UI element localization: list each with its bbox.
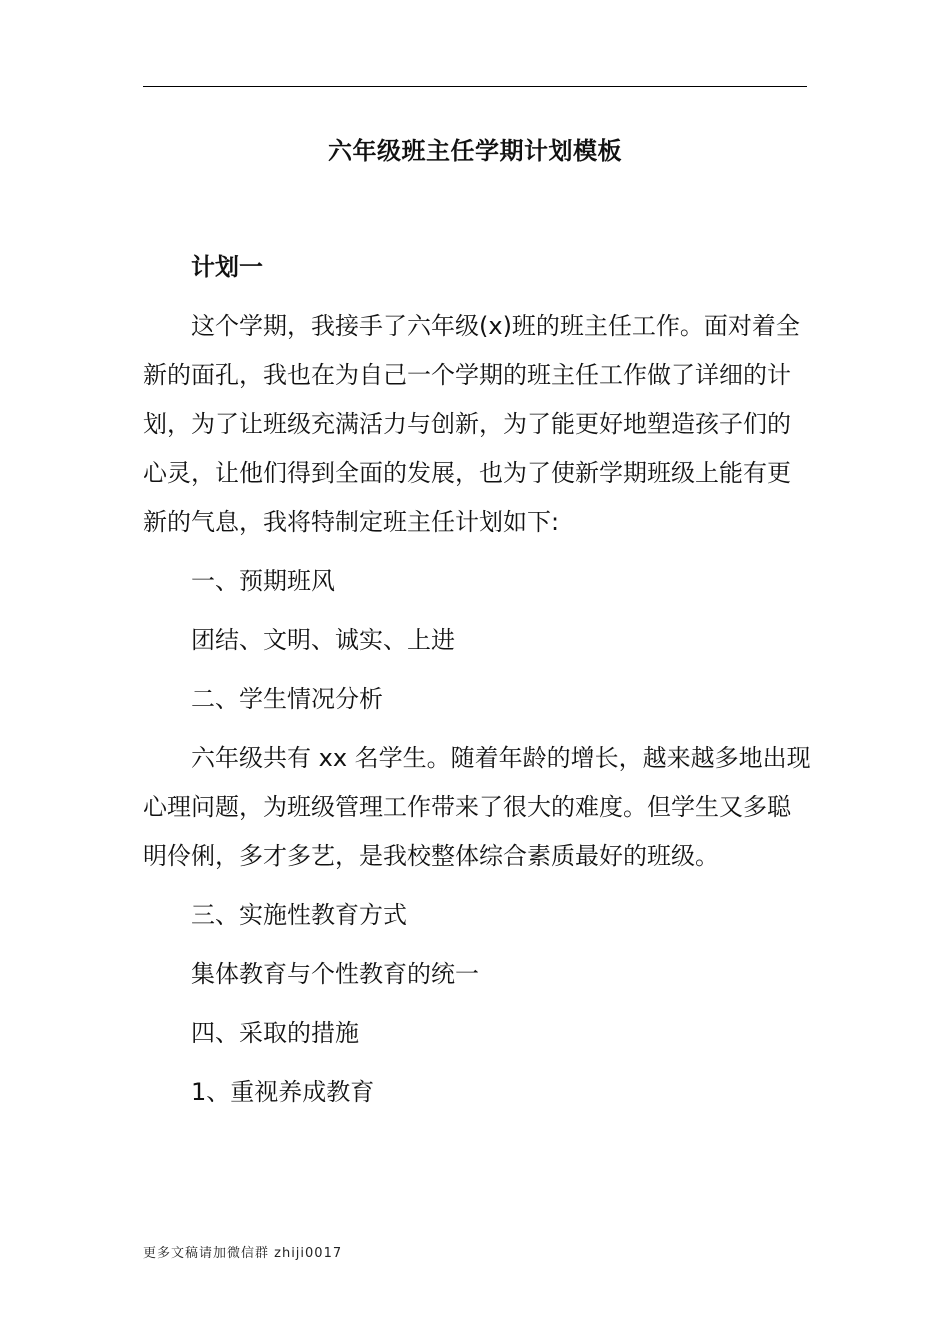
document-title: 六年级班主任学期计划模板 bbox=[328, 137, 622, 165]
item-text-education-method: 集体教育与个性教育的统一 bbox=[191, 960, 479, 988]
item-heading-measures: 四、采取的措施 bbox=[191, 1019, 359, 1047]
item-heading-class-style: 一、预期班风 bbox=[191, 567, 335, 595]
item-heading-education-method: 三、实施性教育方式 bbox=[191, 901, 407, 929]
header-rule bbox=[143, 86, 807, 87]
paragraph-line: 新的面孔，我也在为自己一个学期的班主任工作做了详细的计 bbox=[143, 361, 791, 389]
paragraph-line: 新的气息，我将特制定班主任计划如下: bbox=[143, 508, 560, 536]
paragraph-student-analysis bbox=[143, 734, 811, 881]
paragraph-line: 六年级共有 xx 名学生。随着年龄的增长，越来越多地出现 bbox=[191, 744, 811, 772]
paragraph-line: 划，为了让班级充满活力与创新，为了能更好地塑造孩子们的 bbox=[143, 410, 791, 438]
paragraph-line: 心理问题，为班级管理工作带来了很大的难度。但学生又多聪 bbox=[143, 793, 791, 821]
footer-note: 更多文稿请加微信群 zhiji0017 bbox=[143, 1246, 343, 1261]
section-heading: 计划一 bbox=[191, 253, 263, 281]
item-text-class-style: 团结、文明、诚实、上进 bbox=[191, 626, 455, 654]
paragraph-line: 明伶俐，多才多艺，是我校整体综合素质最好的班级。 bbox=[143, 842, 719, 870]
paragraph-line: 心灵，让他们得到全面的发展，也为了使新学期班级上能有更 bbox=[143, 459, 791, 487]
document-body bbox=[143, 243, 811, 1117]
item-sub-habit-education: 1、重视养成教育 bbox=[191, 1078, 375, 1106]
paragraph-line: 这个学期，我接手了六年级(x)班的班主任工作。面对着全 bbox=[191, 312, 800, 340]
paragraph-intro bbox=[143, 302, 807, 547]
item-heading-student-analysis: 二、学生情况分析 bbox=[191, 685, 383, 713]
